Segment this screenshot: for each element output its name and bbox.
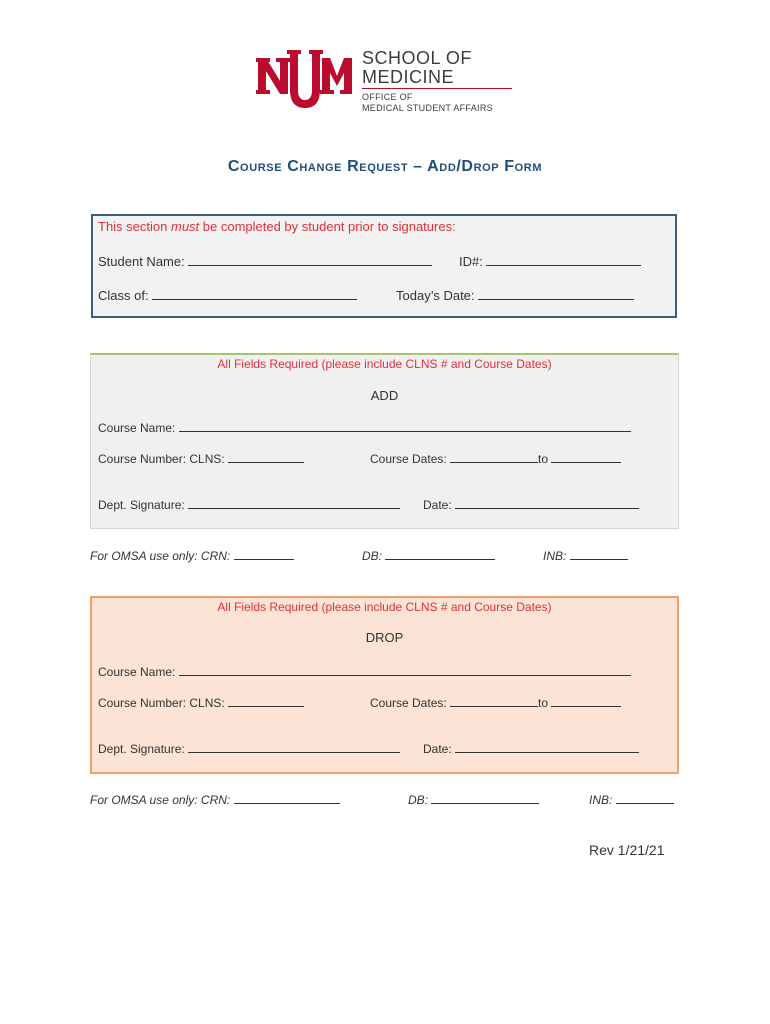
- drop-clns-blank[interactable]: [228, 694, 304, 707]
- drop-omsa-db-label: DB:: [408, 793, 429, 807]
- drop-omsa-db-field[interactable]: [408, 791, 539, 807]
- drop-date-field[interactable]: [423, 740, 639, 757]
- drop-omsa-crn-field[interactable]: [90, 791, 340, 807]
- todays-date-blank[interactable]: [478, 287, 634, 300]
- drop-to-label: to: [538, 696, 549, 710]
- student-section-instruction: [98, 219, 456, 235]
- add-course-number-field[interactable]: [98, 450, 304, 467]
- student-name-blank[interactable]: [188, 253, 432, 266]
- drop-required-note: All Fields Required (please include CLNS # and Course Dates): [217, 600, 552, 614]
- add-omsa-db-field[interactable]: [362, 547, 495, 563]
- class-of-field[interactable]: [98, 287, 357, 304]
- add-date-field[interactable]: [423, 496, 639, 513]
- drop-course-name-field[interactable]: [98, 663, 631, 680]
- add-dept-signature-field[interactable]: [98, 496, 400, 513]
- drop-omsa-db-blank[interactable]: [431, 791, 539, 804]
- drop-course-name-label: Course Name:: [98, 665, 176, 679]
- class-of-blank[interactable]: [152, 287, 357, 300]
- add-start-date-blank[interactable]: [450, 450, 538, 463]
- unm-logo: [256, 50, 352, 110]
- add-omsa-inb-field[interactable]: [543, 547, 628, 563]
- add-dept-signature-label: Dept. Signature:: [98, 498, 185, 512]
- drop-course-name-blank[interactable]: [179, 663, 631, 676]
- todays-date-field[interactable]: [396, 287, 634, 304]
- add-clns-blank[interactable]: [228, 450, 304, 463]
- student-id-label: ID#:: [459, 254, 483, 269]
- add-course-name-blank[interactable]: [179, 419, 631, 432]
- revision-label: Rev 1/21/21: [589, 842, 665, 858]
- drop-omsa-inb-label: INB:: [589, 793, 613, 807]
- add-omsa-crn-field[interactable]: [90, 547, 294, 563]
- add-omsa-inb-blank[interactable]: [570, 547, 628, 560]
- add-omsa-crn-blank[interactable]: [234, 547, 294, 560]
- add-end-date-blank[interactable]: [551, 450, 621, 463]
- drop-heading: DROP: [365, 630, 404, 645]
- drop-dept-signature-blank[interactable]: [188, 740, 400, 753]
- drop-date-blank[interactable]: [455, 740, 639, 753]
- add-omsa-crn-label: For OMSA use only: CRN:: [90, 549, 231, 563]
- add-omsa-inb-label: INB:: [543, 549, 567, 563]
- logo-text-office-of: OFFICE OF: [362, 92, 413, 102]
- drop-course-dates-label: Course Dates:: [370, 696, 447, 710]
- drop-end-date-blank[interactable]: [551, 694, 621, 707]
- student-id-field[interactable]: [459, 253, 641, 270]
- logo-text-school-of: SCHOOL OF: [362, 48, 472, 68]
- add-course-dates-field[interactable]: [370, 450, 621, 467]
- student-name-field[interactable]: [98, 253, 432, 270]
- drop-course-number-field[interactable]: [98, 694, 304, 711]
- student-name-label: Student Name:: [98, 254, 185, 269]
- add-heading: ADD: [370, 388, 399, 403]
- drop-omsa-crn-label: For OMSA use only: CRN:: [90, 793, 231, 807]
- drop-omsa-crn-blank[interactable]: [234, 791, 340, 804]
- drop-dept-signature-label: Dept. Signature:: [98, 742, 185, 756]
- add-course-number-label: Course Number: CLNS:: [98, 452, 225, 466]
- todays-date-label: Today’s Date:: [396, 288, 475, 303]
- page-title: Course Change Request – Add/Drop Form: [227, 158, 543, 175]
- drop-omsa-inb-field[interactable]: [589, 791, 674, 807]
- drop-omsa-inb-blank[interactable]: [616, 791, 674, 804]
- add-course-name-field[interactable]: [98, 419, 631, 436]
- add-dept-signature-blank[interactable]: [188, 496, 400, 509]
- logo-text-medicine: MEDICINE: [362, 67, 455, 87]
- drop-course-number-label: Course Number: CLNS:: [98, 696, 225, 710]
- instruction-emphasis: must: [170, 219, 200, 234]
- add-required-note: All Fields Required (please include CLNS # and Course Dates): [217, 357, 552, 371]
- add-omsa-db-blank[interactable]: [385, 547, 495, 560]
- instruction-text-end: be completed by student prior to signatures:: [199, 219, 456, 234]
- add-to-label: to: [538, 452, 549, 466]
- logo-divider: [362, 88, 512, 89]
- instruction-text: This section: [98, 219, 171, 234]
- drop-dept-signature-field[interactable]: [98, 740, 400, 757]
- drop-start-date-blank[interactable]: [450, 694, 538, 707]
- add-date-label: Date:: [423, 498, 452, 512]
- add-course-name-label: Course Name:: [98, 421, 176, 435]
- add-course-dates-label: Course Dates:: [370, 452, 447, 466]
- drop-course-dates-field[interactable]: [370, 694, 621, 711]
- class-of-label: Class of:: [98, 288, 149, 303]
- drop-date-label: Date:: [423, 742, 452, 756]
- logo-text-student-affairs: MEDICAL STUDENT AFFAIRS: [362, 103, 493, 113]
- add-omsa-db-label: DB:: [362, 549, 383, 563]
- student-id-blank[interactable]: [486, 253, 641, 266]
- add-date-blank[interactable]: [455, 496, 639, 509]
